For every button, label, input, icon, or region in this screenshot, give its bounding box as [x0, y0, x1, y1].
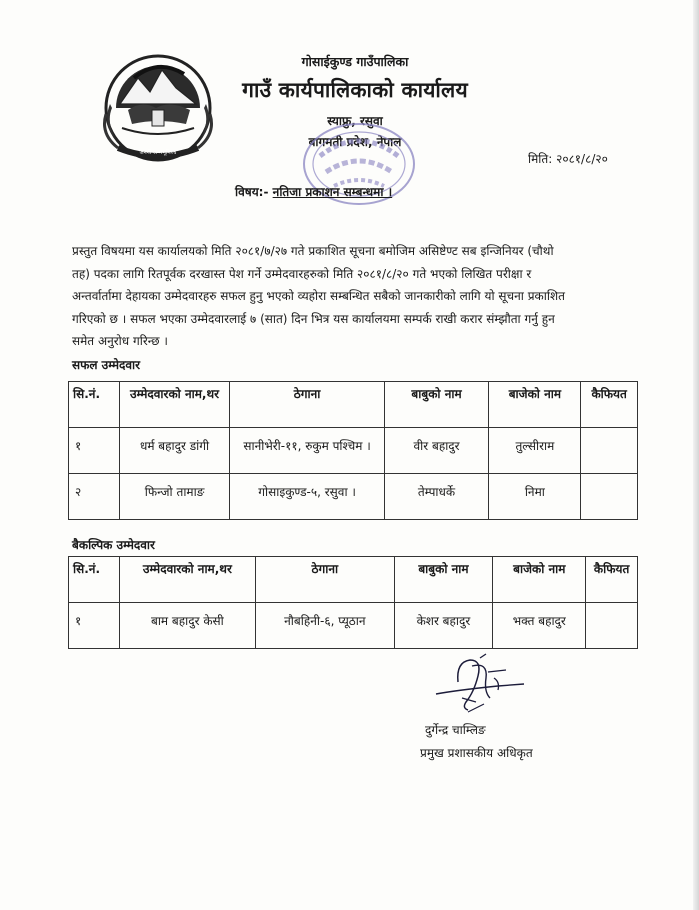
- letter-body: [72, 240, 640, 353]
- header-address: ठेगाना: [256, 557, 394, 603]
- office-title: गाउँ कार्यपालिकाको कार्यालय: [242, 78, 468, 102]
- header-father: बाबुको नाम: [394, 557, 493, 603]
- cell-grandfather: भक्त बहादुर: [493, 603, 586, 649]
- cell-address: नौबहिनी-६, प्यूठान: [256, 603, 394, 649]
- cell-sn: १: [69, 603, 120, 649]
- header-remarks: कैफियत: [581, 382, 638, 428]
- subject-text: नतिजा प्रकाशन सम्बन्धमा ।: [272, 185, 393, 199]
- cell-remarks: [581, 428, 638, 474]
- header-grandfather: बाजेको नाम: [493, 557, 586, 603]
- cell-remarks: [586, 603, 638, 649]
- cell-grandfather: निमा: [489, 474, 581, 520]
- cell-grandfather: तुल्सीराम: [489, 428, 581, 474]
- body-line: प्रस्तुत विषयमा यस कार्यालयको मिति २०८१/७/२७ गते प्रकाशित सूचना बमोजिम असिष्टेण्ट सब इन्जिनियर (चौथो: [72, 244, 554, 258]
- nepal-emblem-icon: [98, 44, 218, 166]
- body-line: तह) पदका लागि रितपूर्वक दरखास्त पेश गर्ने उम्मेदवारहरुको मिति २०८१/८/२० गते भएको लिखित परीक्षा र: [72, 266, 532, 281]
- table-row: [69, 428, 638, 474]
- office-province: बागमती प्रदेश, नेपाल: [308, 135, 402, 149]
- cell-sn: २: [69, 474, 120, 520]
- subject-prefix: विषय:-: [235, 185, 269, 199]
- header-address: ठेगाना: [230, 382, 384, 428]
- office-location: स्याफ्रु, रसुवा: [327, 114, 383, 128]
- table-row: [69, 474, 638, 520]
- letter-subject: [235, 183, 392, 200]
- cell-name: बाम बहादुर केसी: [119, 603, 255, 649]
- header-remarks: कैफियत: [586, 557, 638, 603]
- successful-section-title: सफल उम्मेदवार: [72, 358, 141, 372]
- header-sn: सि.नं.: [69, 557, 120, 603]
- body-line: समेत अनुरोध गरिन्छ ।: [72, 334, 168, 348]
- body-line: गरिएको छ । सफल भएका उम्मेदवारलाई ७ (सात) दिन भित्र यस कार्यालयमा सम्पर्क राखी करार संम्झौता गर्नु हुन: [72, 311, 555, 326]
- cell-name: धर्म बहादुर डांगी: [119, 428, 230, 474]
- cell-name: फिन्जो तामाङ: [119, 474, 230, 520]
- header-father: बाबुको नाम: [384, 382, 489, 428]
- cell-address: सानीभेरी-११, रुकुम पश्चिम ।: [230, 428, 384, 474]
- cell-remarks: [581, 474, 638, 520]
- cell-father: वीर बहादुर: [384, 428, 489, 474]
- body-line: अन्तर्वार्तामा देहायका उम्मेदवारहरु सफल हुनु भएको व्यहोरा सम्बन्धित सबैको जानकारीको लागि यो सूचना प्रकाशित: [72, 289, 565, 303]
- successful-candidates-table: [68, 381, 638, 520]
- svg-text:जननी जन्मभूमिश्च: जननी जन्मभूमिश्च: [139, 150, 177, 156]
- letter-date: मिति: २०८१/८/२०: [528, 152, 608, 166]
- header-name: उम्मेदवारको नाम,थर: [119, 557, 255, 603]
- table-row: [69, 603, 638, 649]
- municipality-name: गोसाईकुण्ड गाउँपालिका: [301, 54, 409, 69]
- cell-father: तेम्पाधर्के: [384, 474, 489, 520]
- signer-name: दुर्गेन्द्र चाम्लिङ: [425, 723, 486, 737]
- signature-icon: [428, 652, 526, 722]
- cell-sn: १: [69, 428, 120, 474]
- header-sn: सि.नं.: [69, 382, 120, 428]
- header-grandfather: बाजेको नाम: [489, 382, 581, 428]
- cell-father: केशर बहादुर: [394, 603, 493, 649]
- alternate-section-title: बैकल्पिक उम्मेदवार: [72, 538, 155, 552]
- alternate-candidates-table: [68, 556, 638, 649]
- header-name: उम्मेदवारको नाम,थर: [119, 382, 230, 428]
- signer-title: प्रमुख प्रशासकीय अधिकृत: [420, 746, 533, 760]
- page-edge-shadow: [693, 0, 699, 910]
- table-header-row: [69, 382, 638, 428]
- table-header-row: [69, 557, 638, 603]
- cell-address: गोसाइकुण्ड-५, रसुवा ।: [230, 474, 384, 520]
